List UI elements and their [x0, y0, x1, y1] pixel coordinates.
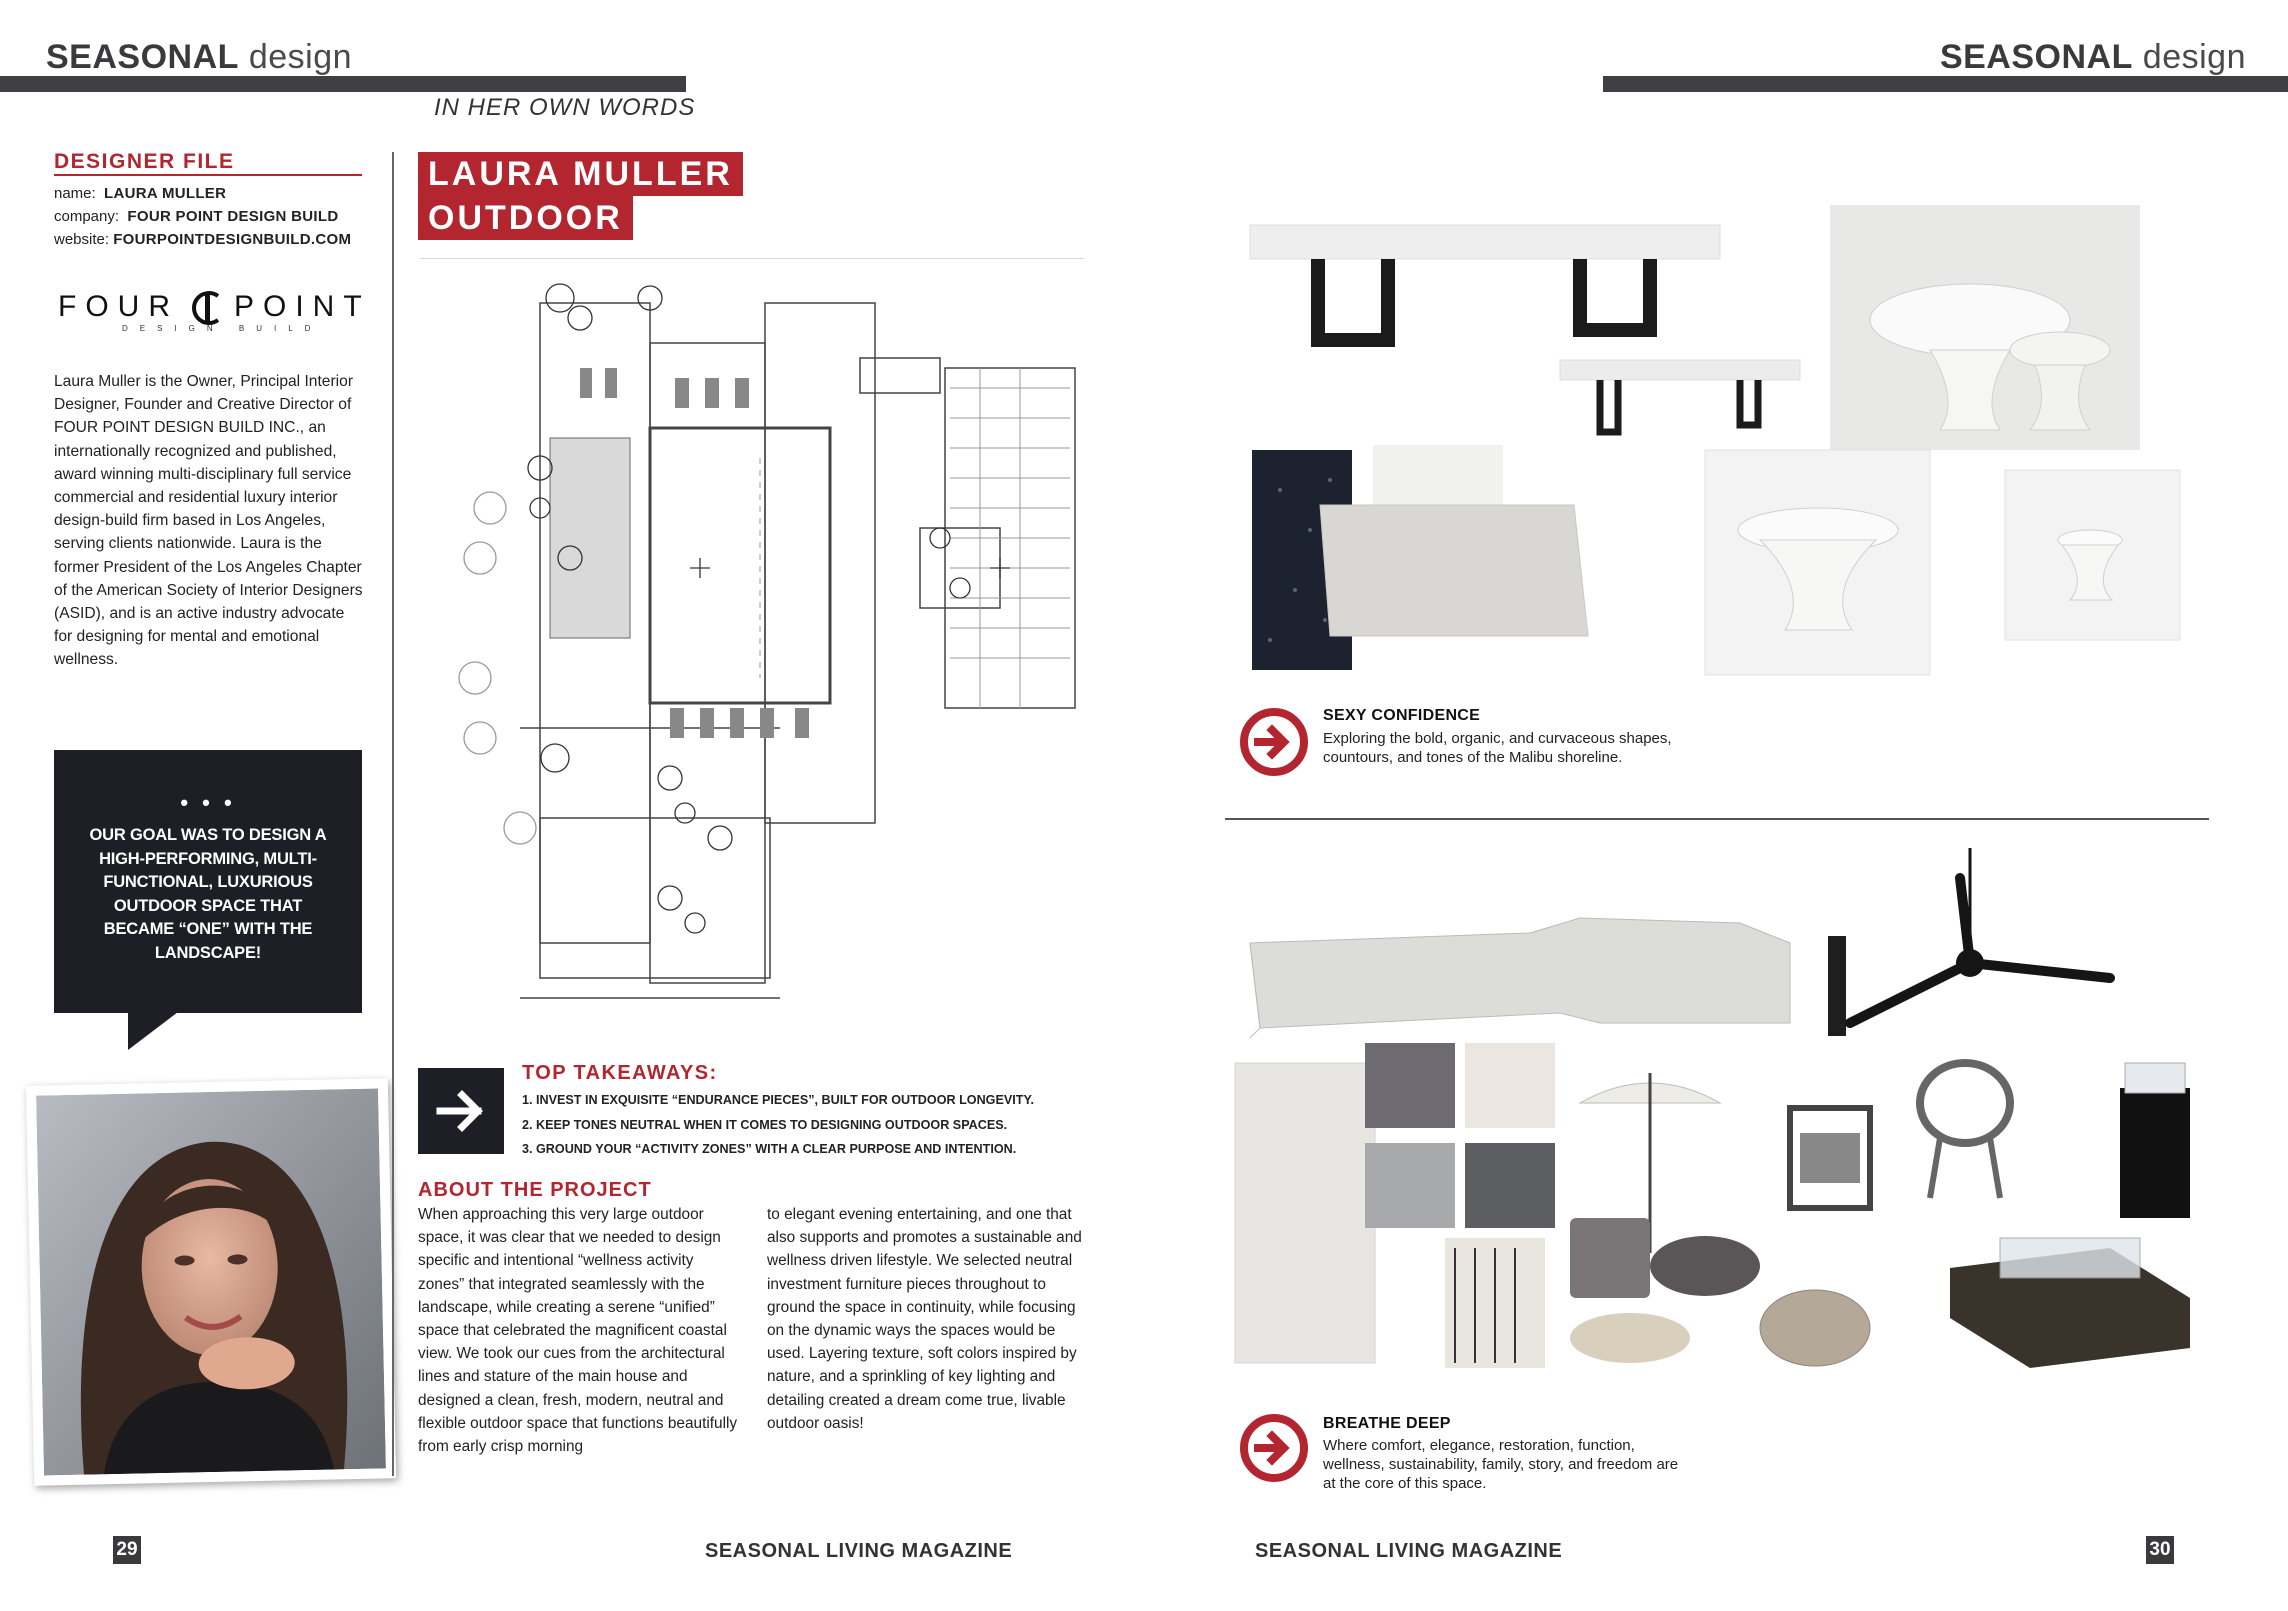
mood-board-1-image — [1240, 200, 2250, 690]
quote-tail — [128, 1012, 178, 1050]
quote-box — [54, 750, 362, 1013]
row-value: FOUR POINT DESIGN BUILD — [127, 208, 339, 225]
website-link[interactable]: FOURPOINTDESIGNBUILD.COM — [113, 231, 352, 248]
title-line-2: OUTDOOR — [418, 196, 633, 240]
arrow-right-icon — [418, 1068, 504, 1154]
section-divider — [1225, 818, 2209, 820]
takeaway-item: 2. KEEP TONES NEUTRAL WHEN IT COMES TO DESIGNING OUTDOOR SPACES. — [522, 1117, 1008, 1132]
arrow-circle-icon — [1238, 706, 1310, 778]
header-bold: SEASONAL — [46, 38, 239, 76]
subhead: IN HER OWN WORDS — [434, 94, 696, 121]
row-value: LAURA MULLER — [104, 185, 227, 202]
caption-1-title: SEXY CONFIDENCE — [1323, 707, 1481, 724]
caption-2-text: Where comfort, elegance, restoration, function, wellness, sustainability, family, story, and freedom are at the core of this space. — [1323, 1437, 1679, 1492]
row-label: company: — [54, 208, 120, 225]
footer-magazine-right: SEASONAL LIVING MAGAZINE — [1255, 1540, 1563, 1562]
title-line-1: LAURA MULLER — [418, 152, 743, 196]
page-number-left: 29 — [113, 1536, 141, 1564]
takeaways-list — [522, 1088, 1034, 1162]
about-column-1: When approaching this very large outdoor space, it was clear that we needed to design specific and intentional “wellness activity zones” that integrated seamlessly with the landscape, while creating a serene “unified” space that celebrated the magnificent coastal view. We took our cues from the architectural lines and stature of the main house and designed a clean, fresh, modern, neutral and flexible outdoor space that functions beautifully from early crisp morning — [418, 1206, 738, 1456]
caption-1-text: Exploring the bold, organic, and curvaceous shapes, countours, and tones of the Malibu shoreline. — [1323, 730, 1672, 766]
designer-bio: Laura Muller is the Owner, Principal Interior Designer, Founder and Creative Director of FOUR POINT DESIGN BUILD INC., an internationally recognized and published, award winning multi-disciplinary full service commercial and residential luxury interior design-build firm based in Los Angeles, serving clients nationwide. Laura is the former President of the Los Angeles Chapter of the American Society of Interior Designers (ASID), and is an active industry advocate for designing for mental and emotional wellness. — [54, 373, 363, 669]
about-title: ABOUT THE PROJECT — [418, 1179, 652, 1201]
mood-board-2-image — [1230, 848, 2240, 1388]
quote-dots: • • • — [180, 790, 236, 815]
mood-board-sexy-confidence — [1240, 200, 2250, 690]
takeaway-item: 1. INVEST IN EXQUISITE “ENDURANCE PIECES”, BUILT FOR OUTDOOR LONGEVITY. — [522, 1093, 1034, 1107]
designer-file-details — [54, 182, 351, 251]
footer-magazine-left: SEASONAL LIVING MAGAZINE — [705, 1540, 1013, 1562]
arrow-circle-icon — [1238, 1412, 1310, 1484]
row-label: website: — [54, 231, 110, 248]
header-light: design — [2132, 38, 2246, 76]
logo-mark-icon — [188, 288, 228, 328]
designer-name-row — [54, 182, 351, 205]
row-label: name: — [54, 185, 96, 202]
takeaways-title: TOP TAKEAWAYS: — [522, 1062, 718, 1084]
takeaway-item: 3. GROUND YOUR “ACTIVITY ZONES” WITH A CLEAR PURPOSE AND INTENTION. — [522, 1142, 1017, 1156]
quote-text: OUR GOAL WAS TO DESIGN A HIGH-PERFORMING, MULTI-FUNCTIONAL, LUXURIOUS OUTDOOR SPACE THAT BECAME “ONE” WITH THE LANDSCAPE! — [89, 826, 327, 962]
site-plan-svg — [420, 258, 1084, 1018]
header-bar-left — [0, 76, 686, 92]
page-number-right: 30 — [2146, 1536, 2174, 1564]
designer-file-title: DESIGNER FILE — [54, 150, 235, 173]
about-column-2: to elegant evening entertaining, and one that also supports and promotes a sustainable and wellness driven lifestyle. We selected neutral investment furniture pieces throughout to ground the space in continuity, while focusing on the dynamic ways the spaces would be used. Layering texture, soft colors inspired by nature, and a sprinkling of key lighting and detailing created a dream come true, livable outdoor oasis! — [767, 1206, 1082, 1432]
takeaways-arrow-box — [418, 1068, 504, 1154]
mood-board-breathe-deep — [1230, 848, 2240, 1388]
header-bar-right — [1603, 76, 2288, 92]
site-plan-drawing — [420, 258, 1084, 1018]
logo-subtitle: DESIGN BUILD — [122, 324, 323, 333]
designer-company-row — [54, 205, 351, 228]
designer-website-row[interactable] — [54, 228, 351, 251]
portrait-image — [36, 1088, 386, 1475]
designer-file-rule — [54, 174, 362, 176]
section-header-right — [1940, 38, 2246, 77]
header-bold: SEASONAL — [1939, 38, 2133, 76]
section-header-left — [46, 38, 352, 77]
logo-word-right: POINT — [234, 290, 371, 323]
logo-word-left: FOUR — [58, 290, 179, 323]
caption-2-title: BREATHE DEEP — [1323, 1415, 1451, 1432]
column-divider — [392, 152, 394, 1476]
designer-portrait — [26, 1078, 396, 1485]
header-light: design — [238, 38, 353, 76]
four-point-logo — [58, 290, 371, 336]
